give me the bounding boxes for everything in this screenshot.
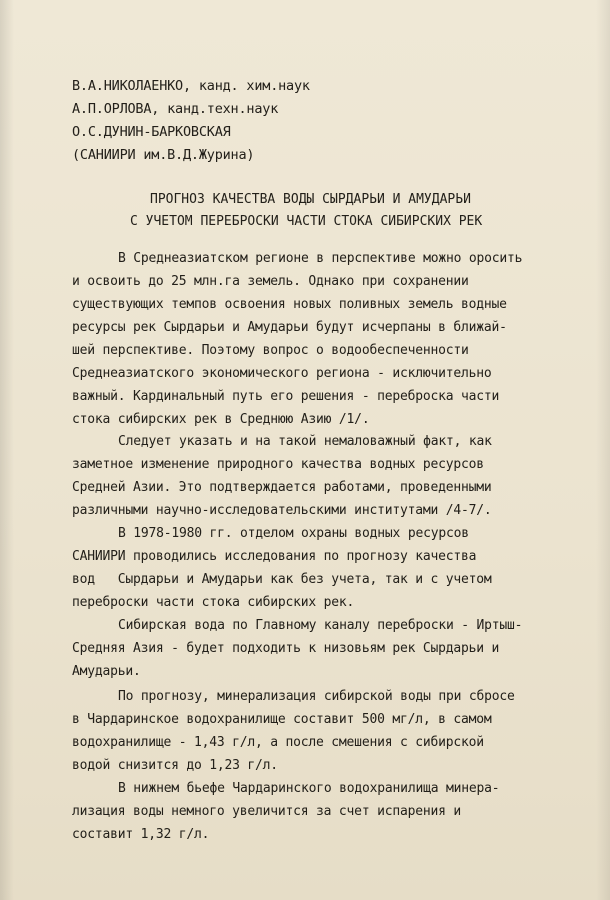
body-line: водохранилище - 1,43 г/л, а после смешения с сибирской (72, 735, 484, 750)
body-line: в Чардаринское водохранилище составит 500 мг/л, в самом (72, 712, 492, 727)
body-line: переброски части стока сибирских рек. (72, 595, 355, 610)
body-line: различными научно-исследовательскими институтами /4-7/. (72, 503, 492, 518)
author-line: А.П.ОРЛОВА, канд.техн.наук (72, 101, 279, 117)
body-line: Амударьи. (72, 664, 141, 679)
body-line: составит 1,32 г/л. (72, 827, 210, 842)
body-line: Сибирская вода по Главному каналу переброски - Иртыш- (118, 618, 523, 633)
body-line: ресурсы рек Сырдарьи и Амударьи будут исчерпаны в ближай- (72, 320, 507, 335)
body-line: стока сибирских рек в Среднюю Азию /1/. (72, 412, 370, 427)
page-left-shadow (0, 0, 14, 900)
body-line: Средняя Азия - будет подходить к низовьям рек Сырдарьи и (72, 641, 500, 656)
body-line: вод Сырдарьи и Амударьи как без учета, так и с учетом (72, 572, 492, 587)
body-line: шей перспективе. Поэтому вопрос о водообеспеченности (72, 343, 469, 358)
body-line: В 1978-1980 гг. отделом охраны водных ресурсов (118, 526, 469, 541)
body-line: В Среднеазиатском регионе в перспективе можно оросить (118, 251, 523, 266)
title-line: ПРОГНОЗ КАЧЕСТВА ВОДЫ СЫРДАРЬИ И АМУДАРЬИ (150, 192, 471, 207)
author-line: О.С.ДУНИН-БАРКОВСКАЯ (72, 124, 231, 140)
body-line: и освоить до 25 млн.га земель. Однако при сохранении (72, 274, 469, 289)
body-line: САНИИРИ проводились исследования по прогнозу качества (72, 549, 477, 564)
author-line: В.А.НИКОЛАЕНКО, канд. хим.наук (72, 78, 310, 94)
body-line: По прогнозу, минерализация сибирской воды при сбросе (118, 689, 515, 704)
body-line: Среднеазиатского экономического региона - исключительно (72, 366, 492, 381)
author-affiliation: (САНИИРИ им.В.Д.Журина) (72, 147, 255, 163)
body-line: водой снизится до 1,23 г/л. (72, 758, 278, 773)
body-line: важный. Кардинальный путь его решения - переброска части (72, 389, 500, 404)
body-line: В нижнем бьефе Чардаринского водохранилища минера- (118, 781, 500, 796)
body-line: заметное изменение природного качества водных ресурсов (72, 457, 484, 472)
body-line: Средней Азии. Это подтверждается работами, проведенными (72, 480, 492, 495)
body-line: Следует указать и на такой немаловажный факт, как (118, 434, 492, 449)
page-right-shadow (596, 0, 610, 900)
body-line: лизация воды немного увеличится за счет испарения и (72, 804, 461, 819)
body-line: существующих темпов освоения новых поливных земель водные (72, 297, 507, 312)
title-line: С УЧЕТОМ ПЕРЕБРОСКИ ЧАСТИ СТОКА СИБИРСКИХ РЕК (130, 214, 483, 229)
